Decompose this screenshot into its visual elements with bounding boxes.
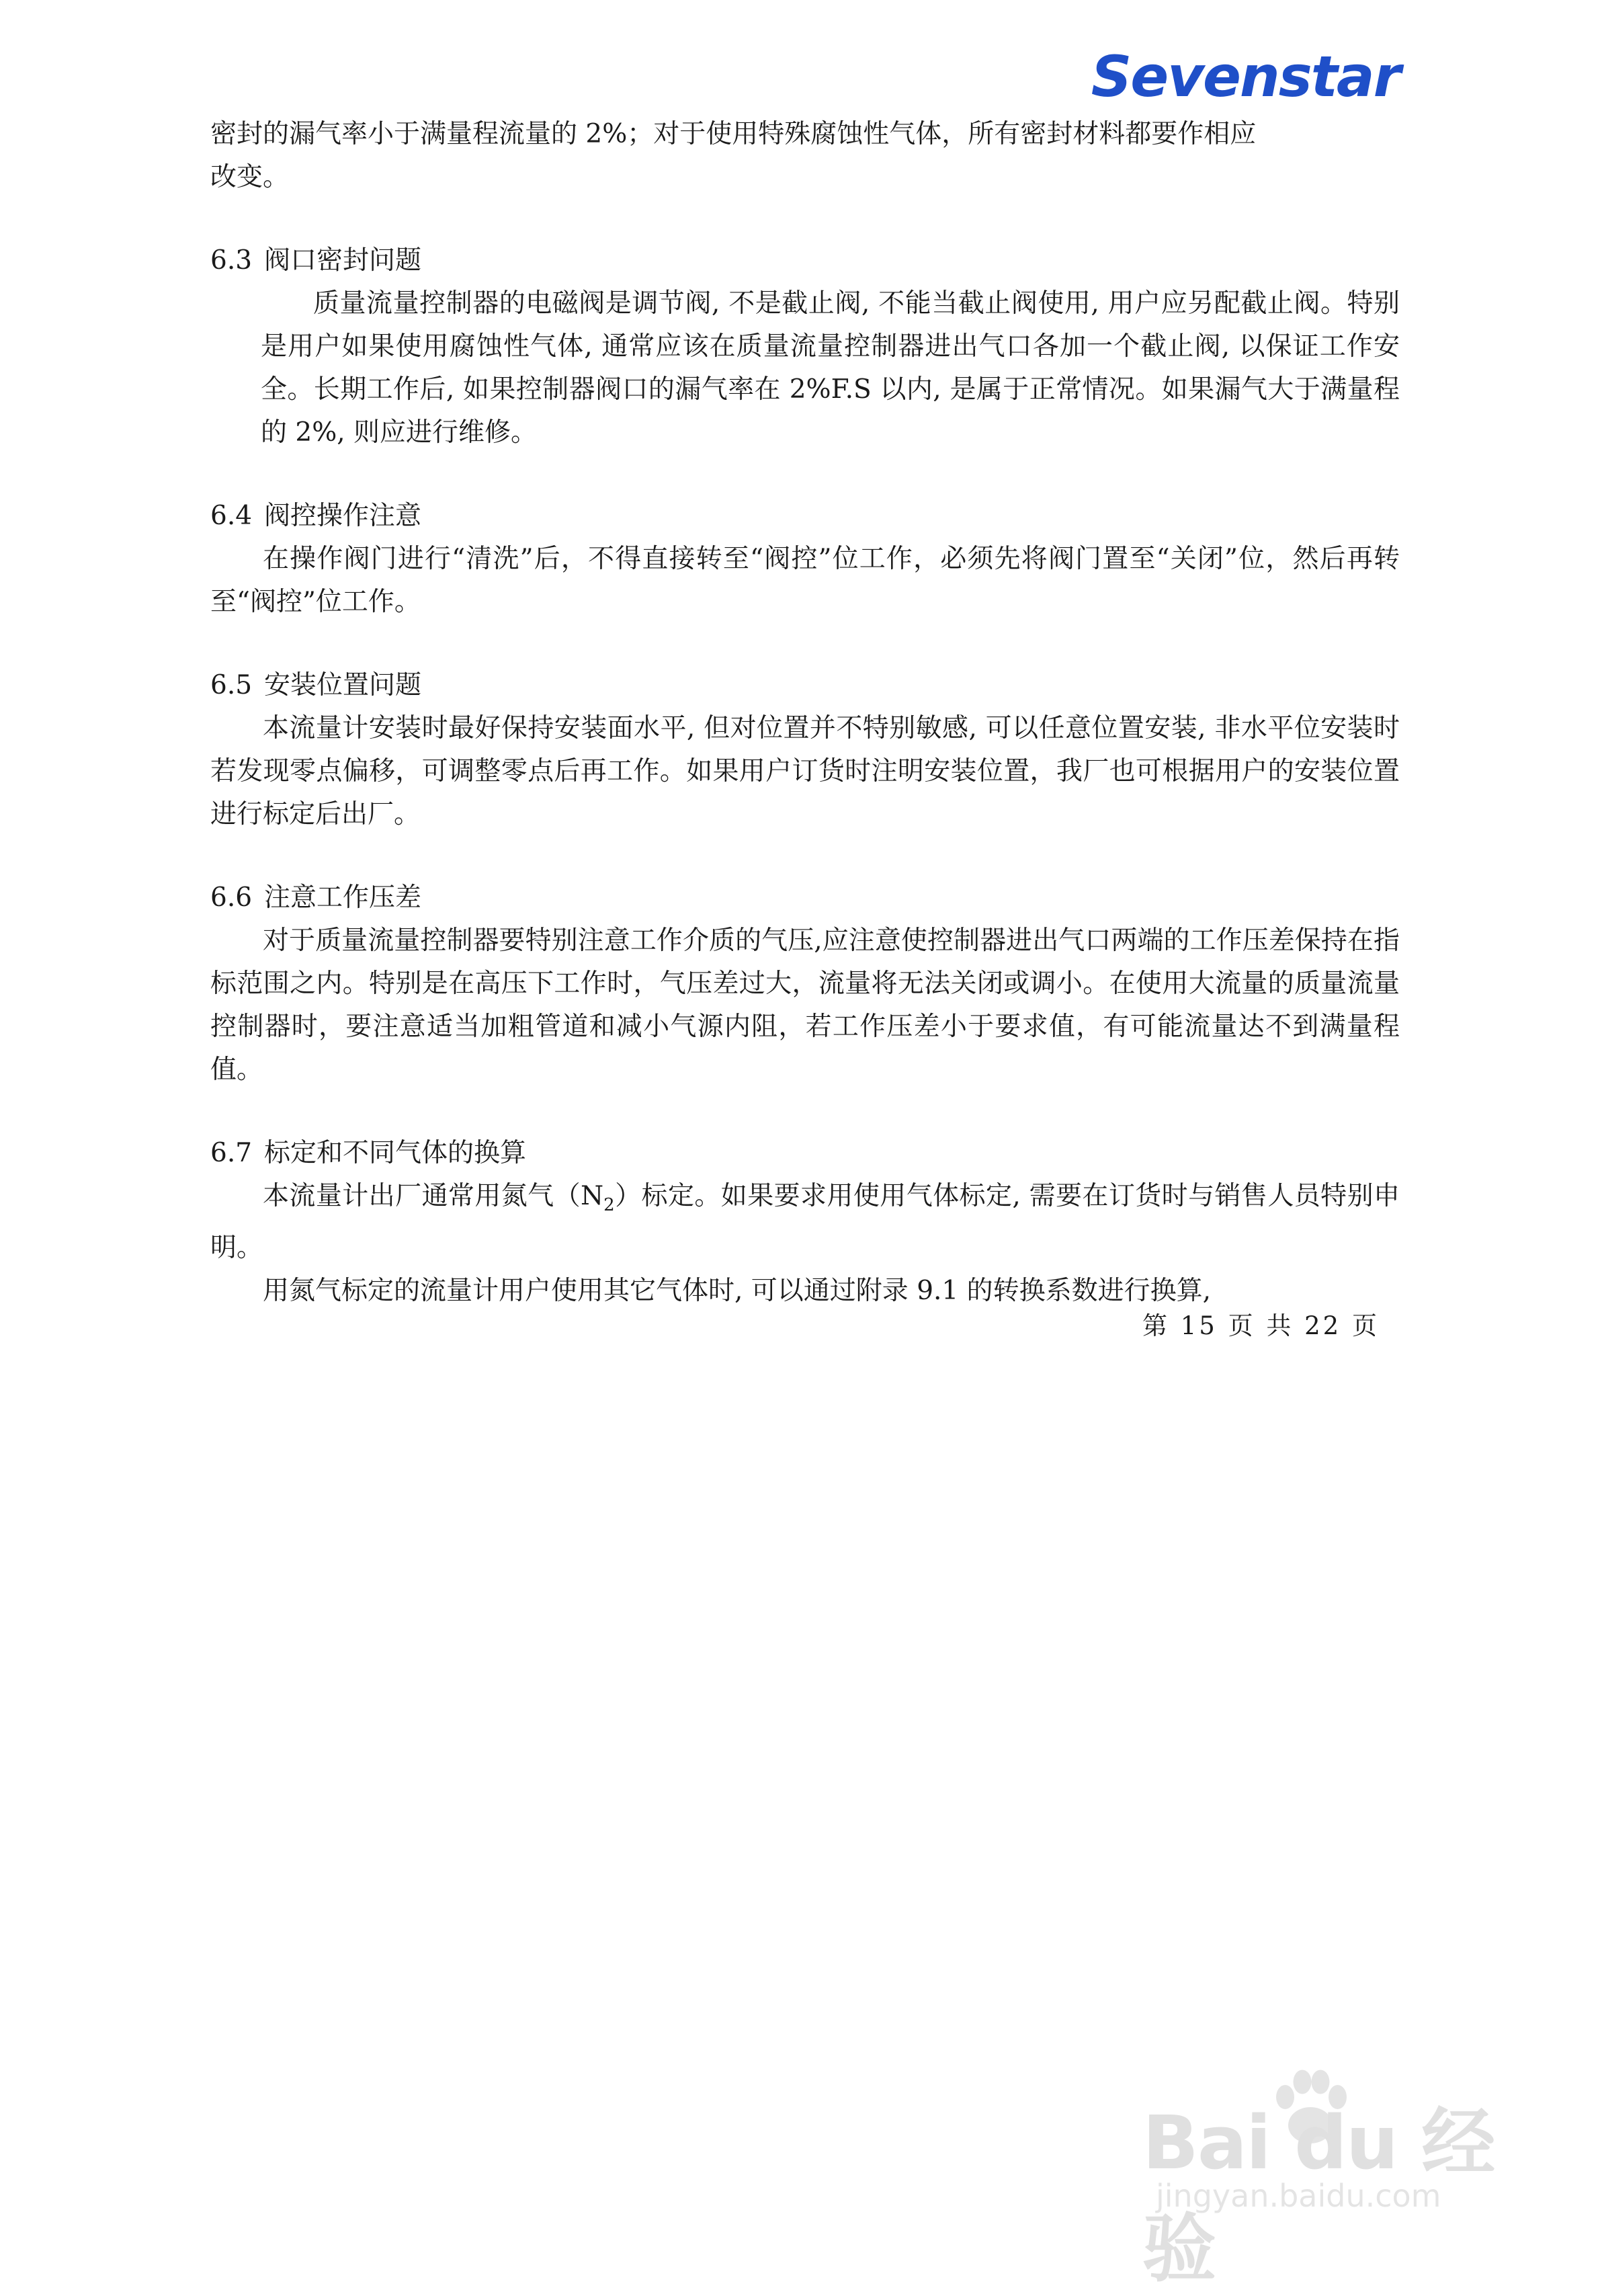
page-number: 第 15 页 共 22 页	[1142, 1311, 1380, 1340]
text-run: ）标定。如果要求用使用气体标定, 需要在订货时与销售人员特别申明。	[210, 1181, 1400, 1263]
section-heading-6-6	[210, 876, 1400, 919]
section-number: 6.4	[210, 501, 253, 531]
section-paragraph: 质量流量控制器的电磁阀是调节阀, 不是截止阀, 不能当截止阀使用, 用户应另配截止阀。特别是用户如果使用腐蚀性气体, 通常应该在质量流量控制器进出气口各加一个截止阀, 以保证工作安全。长期工作后, 如果控制器阀口的漏气率在 2%F.S 以内, 是属于正常情况。如果漏气大于满量程的 2%, 则应进行维修。	[261, 288, 1400, 448]
section-title: 安装位置问题	[264, 670, 422, 700]
watermark-brand: Bai du 经验	[1142, 2100, 1494, 2292]
section-paragraph: 对于质量流量控制器要特别注意工作介质的气压,应注意使控制器进出气口两端的工作压差保持在指标范围之内。特别是在高压下工作时，气压差过大，流量将无法关闭或调小。在使用大流量的质量流量控制器时，要注意适当加粗管道和减小气源内阻，若工作压差小于要求值，有可能流量达不到满量程值。	[210, 926, 1400, 1085]
baidu-watermark	[1142, 2057, 1519, 2292]
section-number: 6.7	[210, 1138, 253, 1168]
section-paragraph: 本流量计安装时最好保持安装面水平, 但对位置并不特别敏感, 可以任意位置安装, 非水平位安装时若发现零点偏移，可调整零点后再工作。如果用户订货时注明安装位置，我厂也可根据用户的安装位置进行标定后出厂。	[210, 713, 1400, 829]
section-number: 6.3	[210, 245, 253, 276]
section-heading-6-4	[210, 495, 1400, 538]
text-run: 本流量计出厂通常用氮气（N	[263, 1181, 604, 1211]
document-body	[210, 113, 1400, 1313]
section-paragraph	[210, 1175, 1400, 1270]
section-heading-6-7	[210, 1132, 1400, 1175]
section-number: 6.6	[210, 883, 253, 913]
section-title: 阀控操作注意	[264, 501, 422, 531]
section-title: 注意工作压差	[264, 883, 422, 913]
watermark-url: jingyan.baidu.com	[1156, 2178, 1441, 2214]
section-body-6-3	[210, 282, 1400, 454]
subscript: 2	[603, 1194, 615, 1215]
sevenstar-logo: Sevenstar	[1091, 44, 1400, 110]
intro-line-1: 密封的漏气率小于满量程流量的 2%；对于使用特殊腐蚀性气体，所有密封材料都要作相应	[210, 119, 1257, 149]
section-heading-6-5	[210, 664, 1400, 707]
section-title: 阀口密封问题	[264, 245, 422, 276]
section-paragraph: 在操作阀门进行“清洗”后，不得直接转至“阀控”位工作，必须先将阀门置至“关闭”位，然后再转至“阀控”位工作。	[210, 544, 1400, 617]
section-paragraph: 用氮气标定的流量计用户使用其它气体时, 可以通过附录 9.1 的转换系数进行换算,	[263, 1275, 1212, 1306]
section-heading-6-3	[210, 239, 1400, 282]
section-title: 标定和不同气体的换算	[264, 1138, 527, 1168]
section-number: 6.5	[210, 670, 253, 700]
intro-line-2: 改变。	[210, 162, 290, 192]
